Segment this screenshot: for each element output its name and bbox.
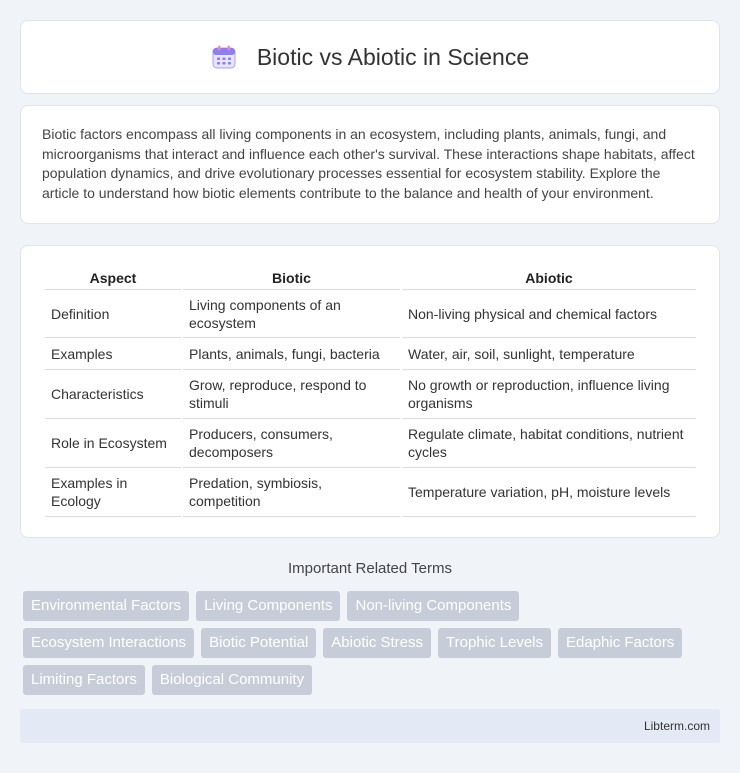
table-cell: Examples in Ecology bbox=[45, 468, 181, 517]
table-cell: Grow, reproduce, respond to stimuli bbox=[183, 370, 400, 419]
table-cell: Plants, animals, fungi, bacteria bbox=[183, 338, 400, 370]
tag-edaphic-factors[interactable]: Edaphic Factors bbox=[558, 628, 682, 658]
table-header-row bbox=[45, 264, 696, 290]
table-row bbox=[45, 419, 696, 468]
tag-limiting-factors[interactable]: Limiting Factors bbox=[23, 665, 145, 695]
header-aspect: Aspect bbox=[45, 264, 181, 290]
table-cell: Living components of an ecosystem bbox=[183, 290, 400, 338]
table-row bbox=[45, 468, 696, 517]
table-cell: Non-living physical and chemical factors bbox=[402, 290, 696, 338]
related-terms-title: Important Related Terms bbox=[288, 560, 452, 577]
table-cell: Regulate climate, habitat conditions, nutrient cycles bbox=[402, 419, 696, 468]
intro-text: Biotic factors encompass all living components in an ecosystem, including plants, animals, fungi, and microorganisms that interact and influence each other's survival. These interactions shape habitats, affect population dynamics, and drive evolutionary processes essential for ecosystem stability. Explore the article to understand how biotic elements contribute to the balance and health of your environment. bbox=[42, 126, 695, 201]
table-cell: Water, air, soil, sunlight, temperature bbox=[402, 338, 696, 370]
page-title: Biotic vs Abiotic in Science bbox=[256, 43, 530, 70]
title-card bbox=[20, 20, 720, 94]
related-terms-tags bbox=[23, 591, 723, 702]
tag-row bbox=[23, 665, 723, 695]
footer bbox=[20, 709, 720, 743]
header-abiotic: Abiotic bbox=[402, 264, 696, 290]
comparison-table-card bbox=[20, 245, 720, 538]
comparison-table bbox=[43, 264, 698, 517]
tag-row bbox=[23, 591, 723, 621]
tag-abiotic-stress[interactable]: Abiotic Stress bbox=[323, 628, 431, 658]
tag-living-components[interactable]: Living Components bbox=[196, 591, 340, 621]
table-cell: Definition bbox=[45, 290, 181, 338]
tag-non-living-components[interactable]: Non-living Components bbox=[347, 591, 519, 621]
tag-biological-community[interactable]: Biological Community bbox=[152, 665, 312, 695]
calendar-icon bbox=[211, 44, 237, 70]
table-cell: Examples bbox=[45, 338, 181, 370]
intro-card bbox=[20, 105, 720, 224]
footer-brand-link[interactable]: Libterm.com bbox=[643, 719, 710, 733]
table-cell: Producers, consumers, decomposers bbox=[183, 419, 400, 468]
header-biotic: Biotic bbox=[183, 264, 400, 290]
table-cell: Temperature variation, pH, moisture levels bbox=[402, 468, 696, 517]
tag-ecosystem-interactions[interactable]: Ecosystem Interactions bbox=[23, 628, 194, 658]
table-row bbox=[45, 338, 696, 370]
table-cell: Role in Ecosystem bbox=[45, 419, 181, 468]
table-row bbox=[45, 290, 696, 338]
tag-row bbox=[23, 628, 723, 658]
tag-trophic-levels[interactable]: Trophic Levels bbox=[438, 628, 551, 658]
table-cell: Characteristics bbox=[45, 370, 181, 419]
table-row bbox=[45, 370, 696, 419]
tag-environmental-factors[interactable]: Environmental Factors bbox=[23, 591, 189, 621]
table-cell: No growth or reproduction, influence living organisms bbox=[402, 370, 696, 419]
tag-biotic-potential[interactable]: Biotic Potential bbox=[201, 628, 316, 658]
table-cell: Predation, symbiosis, competition bbox=[183, 468, 400, 517]
